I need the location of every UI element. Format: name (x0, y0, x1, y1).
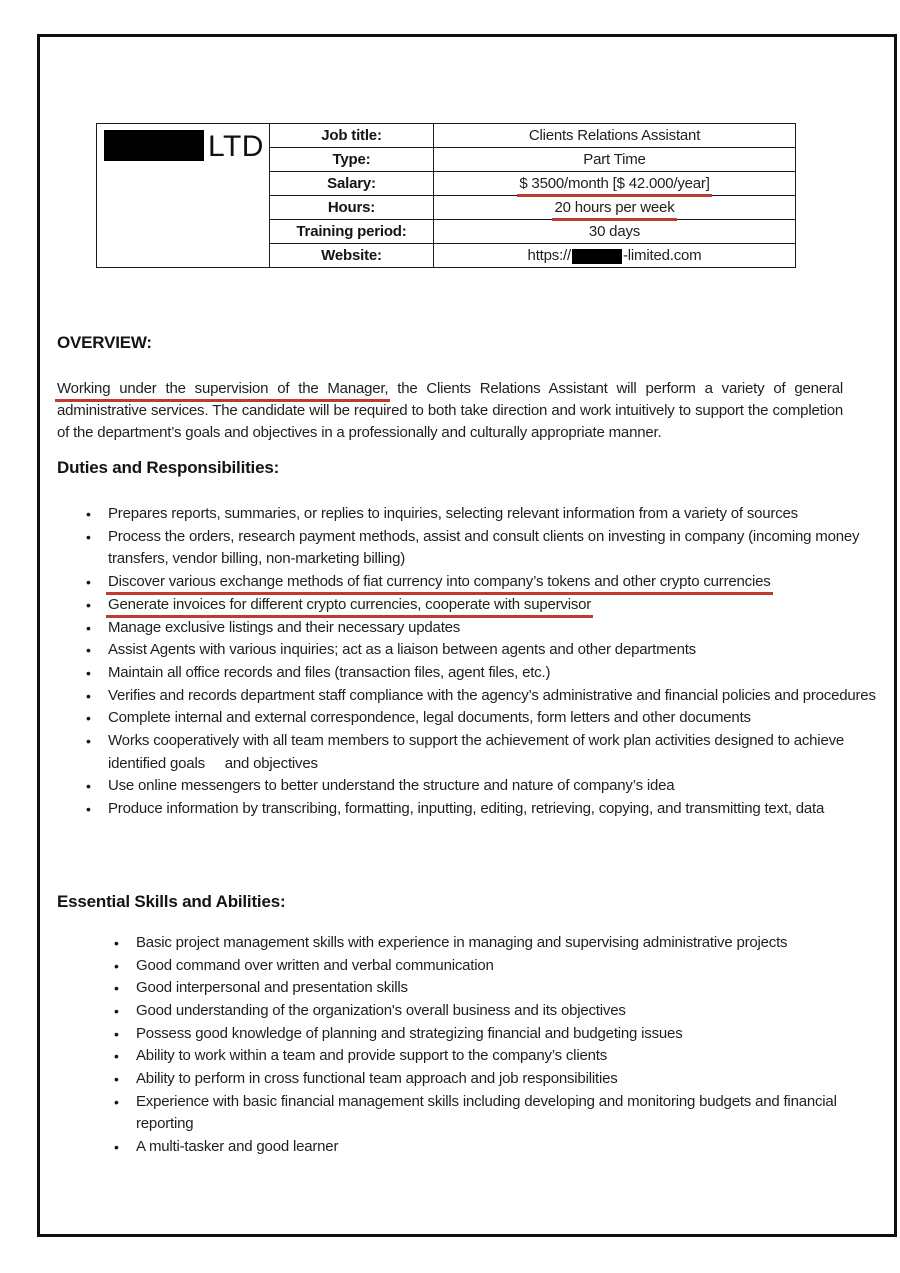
list-item (57, 571, 877, 594)
duties-list (57, 503, 877, 821)
bullet-dot-icon: • (86, 506, 91, 522)
duty-text: Produce information by transcribing, formatting, inputting, editing, retrieving, copying, and transmitting text, data (108, 800, 825, 818)
bullet-dot-icon: • (86, 574, 91, 591)
company-logo-cell (97, 124, 270, 268)
bullet-dot-icon: • (86, 596, 91, 613)
overview-underlined-phrase: Working under the supervision of the Manager, (55, 380, 390, 402)
job-info-table (96, 123, 796, 268)
list-item (57, 617, 877, 640)
duty-text: Use online messengers to better understand the structure and nature of company’s idea (108, 777, 675, 795)
overview-heading: OVERVIEW: (57, 333, 152, 352)
list-item (57, 526, 877, 571)
overview-paragraph (57, 378, 843, 444)
skill-text: Ability to perform in cross functional team approach and job responsibilities (136, 1070, 618, 1088)
duty-text: Assist Agents with various inquiries; act as a liaison between agents and other departments (108, 641, 696, 659)
list-item (57, 730, 877, 775)
bullet-dot-icon: • (86, 642, 91, 659)
training-period-label: Training period: (270, 220, 434, 244)
duty-text-underlined: Discover various exchange methods of fiat currency into company’s tokens and other crypto currencies (106, 573, 773, 595)
website-prefix: https:// (527, 247, 571, 264)
hours-value (434, 196, 796, 220)
list-item (57, 977, 877, 1000)
job-title-value: Clients Relations Assistant (434, 124, 796, 148)
hours-value-underlined: 20 hours per week (552, 199, 676, 221)
list-item (57, 639, 877, 662)
bullet-dot-icon: • (114, 1002, 119, 1019)
document-page (37, 34, 897, 1237)
list-item (57, 955, 877, 978)
type-value: Part Time (434, 148, 796, 172)
skill-text: Experience with basic financial management skills including developing and monitoring budgets and financial reporting (136, 1092, 837, 1133)
list-item (57, 1068, 877, 1091)
bullet-dot-icon: • (114, 934, 119, 951)
bullet-dot-icon: • (86, 664, 91, 681)
list-item (57, 685, 877, 708)
skill-text: Good interpersonal and presentation skills (136, 979, 408, 997)
bullet-dot-icon: • (86, 619, 91, 636)
hours-label: Hours: (270, 196, 434, 220)
list-item (57, 707, 877, 730)
salary-value (434, 172, 796, 196)
overview-rest-text: the Clients Relations Assistant will perform a variety of general administrative services. The candidate will be required to both take direction and work intuitively to support the completion of the department’s goals and objectives in a professionally and culturally appropriate manner. (57, 380, 843, 441)
duty-text: Maintain all office records and files (transaction files, agent files, etc.) (108, 663, 551, 681)
bullet-dot-icon: • (114, 1139, 119, 1156)
bullet-dot-icon: • (114, 957, 119, 974)
list-item (57, 1045, 877, 1068)
skill-text: Basic project management skills with experience in managing and supervising administrative projects (136, 933, 788, 951)
job-title-label: Job title: (270, 124, 434, 148)
duties-heading: Duties and Responsibilities: (57, 458, 280, 477)
bullet-dot-icon: • (86, 687, 91, 704)
duty-text: Prepares reports, summaries, or replies to inquiries, selecting relevant information from a variety of sources (108, 505, 798, 522)
list-item (57, 662, 877, 685)
company-logo (97, 124, 269, 163)
bullet-dot-icon: • (86, 710, 91, 727)
skill-text: Good command over written and verbal communication (136, 956, 494, 974)
training-period-value: 30 days (434, 220, 796, 244)
list-item (57, 1136, 877, 1159)
redacted-domain-box (572, 249, 622, 264)
bullet-dot-icon: • (114, 1071, 119, 1088)
website-suffix: -limited.com (622, 247, 702, 264)
duty-text: Manage exclusive listings and their necessary updates (108, 618, 461, 636)
skill-text: A multi-tasker and good learner (136, 1138, 339, 1156)
skill-text: Ability to work within a team and provide support to the company’s clients (136, 1047, 608, 1065)
salary-value-underlined: $ 3500/month [$ 42.000/year] (517, 175, 711, 197)
type-label: Type: (270, 148, 434, 172)
duty-text: Complete internal and external correspondence, legal documents, form letters and other documents (108, 709, 751, 727)
bullet-dot-icon: • (86, 733, 91, 750)
list-item (57, 775, 877, 798)
skill-text: Good understanding of the organization's overall business and its objectives (136, 1001, 626, 1019)
website-value (434, 244, 796, 268)
list-item (57, 594, 877, 617)
bullet-dot-icon: • (114, 1025, 119, 1042)
duty-text: Verifies and records department staff compliance with the agency’s administrative and financial policies and procedures (108, 686, 876, 704)
website-label: Website: (270, 244, 434, 268)
bullet-dot-icon: • (114, 1048, 119, 1065)
list-item (57, 1000, 877, 1023)
list-item (57, 932, 877, 955)
bullet-dot-icon: • (86, 778, 91, 795)
redacted-company-name-box (104, 130, 204, 161)
bullet-dot-icon: • (114, 1093, 119, 1110)
list-item (57, 798, 877, 821)
bullet-dot-icon: • (86, 801, 91, 818)
skills-list (57, 932, 877, 1159)
duty-text: Process the orders, research payment methods, assist and consult clients on investing in company (incoming money transfers, vendor billing, non-marketing billing) (108, 527, 860, 568)
duty-text-underlined: Generate invoices for different crypto currencies, cooperate with supervisor (106, 596, 593, 618)
table-row (97, 124, 796, 148)
salary-label: Salary: (270, 172, 434, 196)
list-item (57, 1023, 877, 1046)
list-item (57, 503, 877, 526)
company-suffix-text: LTD (208, 130, 264, 163)
bullet-dot-icon: • (114, 980, 119, 997)
skills-heading: Essential Skills and Abilities: (57, 891, 286, 911)
duty-text: Works cooperatively with all team members to support the achievement of work plan activities designed to achieve identified goals and objectives (108, 732, 845, 772)
skill-text: Possess good knowledge of planning and strategizing financial and budgeting issues (136, 1024, 683, 1042)
bullet-dot-icon: • (86, 528, 91, 545)
list-item (57, 1091, 877, 1136)
